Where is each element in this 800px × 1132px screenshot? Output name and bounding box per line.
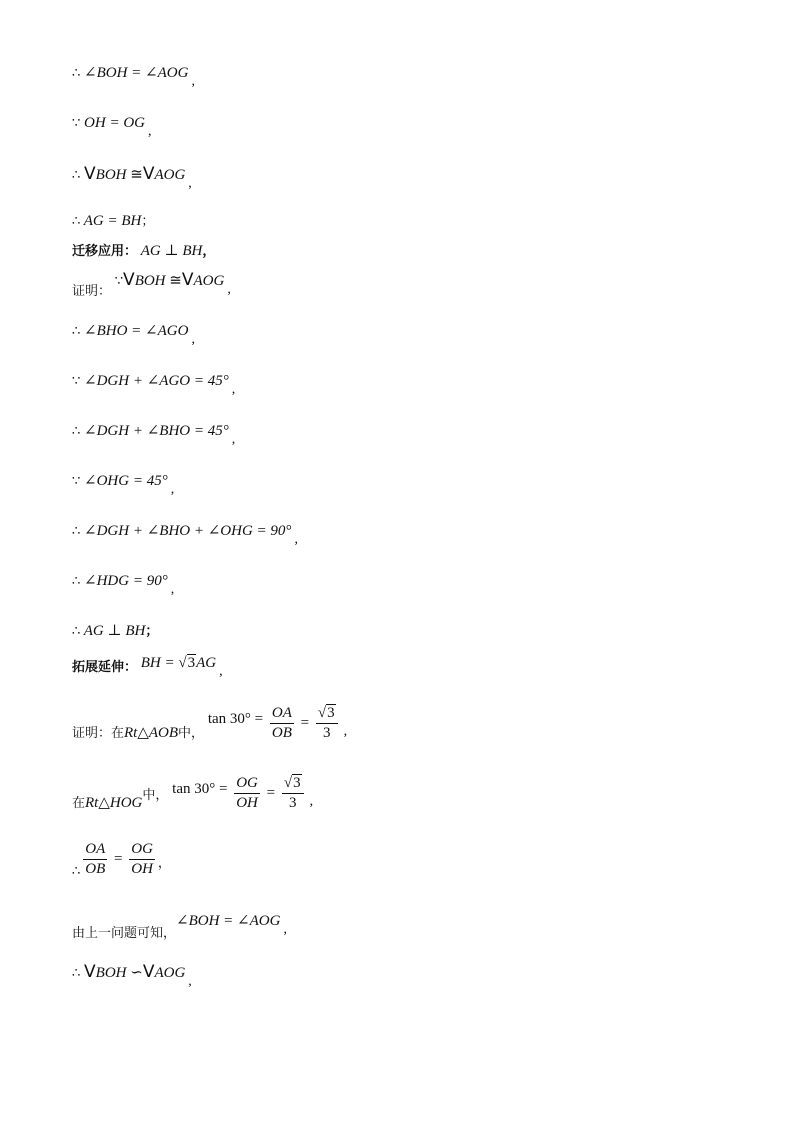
equation: AG ⊥ BH — [83, 623, 146, 639]
proof-line-8 — [72, 373, 236, 397]
equation-lhs: BH = — [140, 655, 179, 671]
proof-line-13 — [72, 624, 158, 639]
fraction-denominator: 3 — [322, 725, 331, 741]
fraction-denominator: OB — [85, 861, 106, 877]
congruent-symbol: ≅ — [130, 167, 143, 183]
fraction — [270, 706, 294, 741]
therefore-symbol: ∴ — [72, 424, 81, 439]
proof-label: 由上一问题可知， — [72, 926, 177, 941]
triangle-name: BOH — [95, 965, 127, 981]
sqrt-symbol: √ — [178, 655, 187, 671]
equation: ∠OHG = 45° — [84, 473, 168, 489]
proof-line-4 — [72, 214, 154, 229]
punctuation: , — [283, 922, 287, 937]
connector-text: 中， — [142, 787, 169, 803]
punctuation: , — [219, 664, 223, 679]
proof-line-14 — [72, 655, 223, 679]
sqrt-symbol: √ — [317, 705, 327, 721]
fraction — [129, 842, 155, 877]
triangle-name: BOH — [134, 273, 166, 289]
punctuation: ， — [202, 244, 216, 259]
fraction-denominator: OB — [271, 725, 292, 741]
fraction — [83, 842, 107, 877]
punctuation: , — [147, 124, 152, 139]
therefore-symbol: ∴ — [72, 624, 81, 639]
because-symbol: ∵ — [72, 474, 81, 489]
fraction-denominator: OH — [131, 861, 153, 877]
proof-line-7 — [72, 323, 195, 347]
therefore-symbol: ∴ — [72, 863, 81, 879]
punctuation: ； — [141, 214, 155, 229]
connector-text: 中， — [178, 725, 205, 741]
proof-line-5 — [72, 244, 215, 259]
equals-sign: = — [296, 714, 313, 731]
fraction-numerator: OG — [129, 842, 155, 860]
punctuation: ； — [145, 624, 159, 639]
proof-label: 证明： — [72, 284, 112, 299]
triangle-symbol: V — [142, 962, 155, 982]
fraction-numerator: OA — [83, 842, 107, 860]
section-heading: 拓展延伸： — [72, 660, 138, 675]
proof-line-17 — [72, 842, 171, 877]
punctuation: , — [294, 532, 298, 547]
punctuation: , — [231, 382, 236, 397]
tan-expression: tan 30° = — [172, 780, 232, 797]
congruent-symbol: ≅ — [169, 273, 182, 289]
fraction-numerator — [316, 706, 338, 724]
proof-line-1 — [72, 65, 195, 89]
equals-sign: = — [110, 850, 127, 867]
punctuation: , — [188, 176, 192, 191]
triangle-symbol: V — [181, 270, 194, 290]
triangle-symbol: V — [142, 164, 155, 184]
equation: ∠BHO = ∠AGO — [84, 323, 189, 339]
sqrt-radicand: 3 — [293, 775, 301, 791]
equation: AG ⊥ BH — [140, 243, 203, 259]
punctuation: , — [170, 482, 175, 497]
proof-line-6 — [72, 270, 231, 299]
triangle-symbol: V — [84, 164, 96, 184]
therefore-symbol: ∴ — [72, 524, 81, 539]
section-heading: 迁移应用： — [72, 244, 138, 259]
fraction — [234, 776, 260, 811]
triangle-name: AOG — [154, 167, 186, 183]
proof-line-3 — [72, 164, 192, 191]
equation: ∠DGH + ∠BHO = 45° — [84, 423, 229, 439]
proof-line-19 — [72, 962, 192, 989]
fraction-denominator: OH — [236, 795, 258, 811]
fraction-numerator — [282, 776, 304, 794]
triangle-name: Rt△HOG — [85, 794, 143, 811]
fraction-denominator: 3 — [288, 795, 297, 811]
punctuation: , — [170, 582, 175, 597]
punctuation: , — [191, 74, 195, 89]
fraction-numerator: OA — [270, 706, 294, 724]
proof-label: 在 — [72, 795, 86, 811]
therefore-symbol: ∴ — [72, 574, 81, 589]
proof-label: 证明：在 — [72, 725, 125, 741]
triangle-symbol: V — [123, 270, 135, 290]
proof-line-11 — [72, 523, 298, 547]
therefore-symbol: ∴ — [72, 168, 81, 183]
proof-line-9 — [72, 423, 236, 447]
therefore-symbol: ∴ — [72, 66, 81, 81]
therefore-symbol: ∴ — [72, 214, 81, 229]
because-symbol: ∵ — [114, 274, 124, 289]
equation: AG = BH — [83, 213, 142, 229]
equation: ∠DGH + ∠AGO = 45° — [84, 373, 229, 389]
punctuation: , — [188, 974, 192, 989]
sqrt-symbol: √ — [283, 775, 293, 791]
because-symbol: ∵ — [72, 116, 81, 131]
punctuation: , — [309, 793, 314, 809]
equation: ∠BOH = ∠AOG — [176, 913, 281, 929]
punctuation: , — [343, 723, 348, 739]
tan-expression: tan 30° = — [207, 710, 267, 727]
fraction-numerator: OG — [234, 776, 260, 794]
proof-line-12 — [72, 573, 175, 597]
triangle-symbol: V — [84, 962, 96, 982]
sqrt-radicand: 3 — [327, 705, 335, 721]
punctuation: , — [191, 332, 195, 347]
proof-line-16 — [72, 776, 313, 811]
similar-symbol: ∽ — [130, 965, 143, 981]
fraction — [282, 776, 304, 811]
equation: ∠BOH = ∠AOG — [84, 65, 189, 81]
punctuation: , — [231, 432, 236, 447]
punctuation: ， — [157, 855, 171, 871]
fraction — [316, 706, 338, 741]
therefore-symbol: ∴ — [72, 966, 81, 981]
proof-line-2 — [72, 115, 152, 139]
equation: ∠DGH + ∠BHO + ∠OHG = 90° — [84, 523, 292, 539]
equals-sign: = — [262, 784, 279, 801]
equation: OH = OG — [84, 115, 145, 131]
triangle-name: BOH — [95, 167, 127, 183]
therefore-symbol: ∴ — [72, 324, 81, 339]
punctuation: , — [227, 282, 231, 297]
equation-rhs: AG — [196, 655, 217, 671]
equation: ∠HDG = 90° — [84, 573, 168, 589]
triangle-name: AOG — [193, 273, 225, 289]
sqrt-radicand: 3 — [187, 655, 196, 671]
triangle-name: Rt△AOB — [124, 724, 179, 741]
proof-line-18 — [72, 913, 287, 941]
triangle-name: AOG — [154, 965, 186, 981]
proof-line-10 — [72, 473, 175, 497]
proof-line-15 — [72, 706, 347, 741]
because-symbol: ∵ — [72, 374, 81, 389]
